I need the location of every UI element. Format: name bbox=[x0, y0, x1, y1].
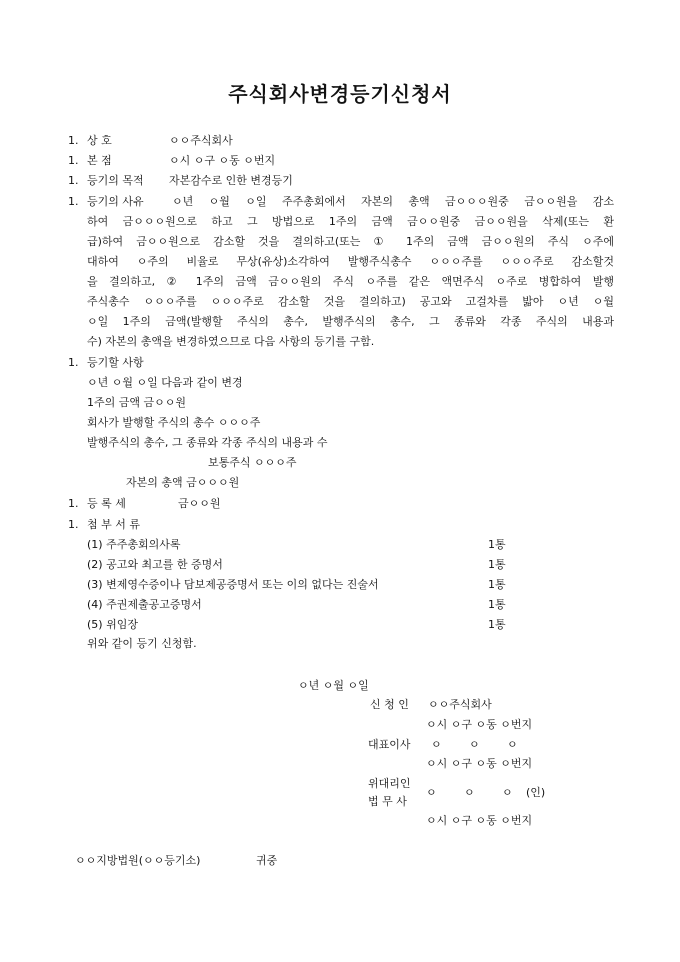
cause-line: ㅇ년 ㅇ월 ㅇ일 주주총회에서 자본의 총액 금ㅇㅇㅇ원중 금ㅇㅇ원을 감소 bbox=[172, 195, 614, 208]
cause-line: 수) 자본의 총액을 변경하였으므로 다음 사항의 등기를 구함. bbox=[87, 335, 375, 348]
honorific: 귀중 bbox=[256, 854, 278, 867]
item-bullet: 1. bbox=[68, 356, 79, 369]
attachment-count: 1통 bbox=[488, 578, 506, 591]
purpose-label: 등기의 목적 bbox=[87, 174, 144, 187]
representative-mark: ㅇ bbox=[431, 738, 442, 751]
representative-mark: ㅇ bbox=[507, 738, 518, 751]
attachment-count: 1통 bbox=[488, 538, 506, 551]
head-office-label: 본 점 bbox=[87, 154, 112, 167]
attachments-label: 첨 부 서 류 bbox=[87, 518, 140, 531]
item-head-office bbox=[68, 154, 276, 168]
company-name-value: ㅇㅇ주식회사 bbox=[169, 134, 233, 147]
item-attachments bbox=[68, 518, 140, 532]
applicant-address: ㅇ시 ㅇ구 ㅇ동 ㅇ번지 bbox=[426, 718, 533, 731]
closing-statement: 위와 같이 등기 신청함. bbox=[87, 637, 197, 650]
register-line: ㅇ년 ㅇ월 ㅇ일 다음과 같이 변경 bbox=[87, 376, 243, 389]
applicant-value: ㅇㅇ주식회사 bbox=[428, 698, 492, 711]
item-bullet: 1. bbox=[68, 518, 79, 531]
attachment-item: (2) 공고와 최고를 한 증명서 bbox=[87, 558, 223, 571]
agent-address: ㅇ시 ㅇ구 ㅇ동 ㅇ번지 bbox=[426, 814, 533, 827]
document-title: 주식회사변경등기신청서 bbox=[228, 82, 452, 106]
representative-label: 대표이사 bbox=[368, 738, 411, 751]
cause-label: 등기의 사유 bbox=[87, 195, 144, 208]
item-register-matters bbox=[68, 356, 144, 370]
cause-line: 급)하여 금ㅇㅇ원으로 감소할 것을 결의하고(또는 ① 1주의 금액 금ㅇㅇ원의 주식 ㅇ주에 bbox=[87, 235, 614, 248]
item-bullet: 1. bbox=[68, 195, 79, 208]
court-name: ㅇㅇ지방법원(ㅇㅇ등기소) bbox=[75, 854, 201, 867]
agent-label: 위대리인 bbox=[368, 777, 411, 790]
attachment-item: (1) 주주총회의사록 bbox=[87, 538, 181, 551]
register-line: 1주의 금액 금ㅇㅇ원 bbox=[87, 396, 186, 409]
purpose-value: 자본감수로 인한 변경등기 bbox=[169, 174, 293, 187]
applicant-label: 신 청 인 bbox=[370, 698, 409, 711]
attachment-count: 1통 bbox=[488, 618, 506, 631]
attachment-count: 1통 bbox=[488, 598, 506, 611]
cause-line: 주식총수 ㅇㅇㅇ주를 ㅇㅇㅇ주로 감소할 것을 결의하고) 공고와 고걸차를 밟아 ㅇ년 ㅇ월 bbox=[87, 295, 614, 308]
representative-mark: ㅇ bbox=[469, 738, 480, 751]
lawyer-label: 법 무 사 bbox=[368, 795, 407, 808]
common-stock-line: 보통주식 ㅇㅇㅇ주 bbox=[208, 456, 297, 469]
agent-mark: ㅇ bbox=[426, 786, 437, 799]
item-bullet: 1. bbox=[68, 134, 79, 147]
head-office-value: ㅇ시 ㅇ구 ㅇ동 ㅇ번지 bbox=[169, 154, 276, 167]
item-company-name bbox=[68, 134, 233, 148]
item-cause bbox=[68, 195, 144, 209]
item-bullet: 1. bbox=[68, 497, 79, 510]
capital-total-line: 자본의 총액 금ㅇㅇㅇ원 bbox=[126, 476, 240, 489]
company-name-label: 상 호 bbox=[87, 134, 112, 147]
item-registration-tax bbox=[68, 497, 221, 511]
cause-line: 대하여 ㅇ주의 비율로 무상(유상)소각하여 발행주식총수 ㅇㅇㅇ주를 ㅇㅇㅇ주로 감소할것 bbox=[87, 255, 614, 268]
attachment-item: (5) 위임장 bbox=[87, 618, 138, 631]
representative-address: ㅇ시 ㅇ구 ㅇ동 ㅇ번지 bbox=[426, 757, 533, 770]
attachment-count: 1통 bbox=[488, 558, 506, 571]
seal-mark: (인) bbox=[526, 786, 546, 799]
item-purpose bbox=[68, 174, 293, 188]
tax-value: 금ㅇㅇ원 bbox=[178, 497, 221, 510]
agent-mark: ㅇ bbox=[464, 786, 475, 799]
cause-line: ㅇ일 1주의 금액(발행할 주식의 총수, 발행주식의 총수, 그 종류와 각종 주식의 내용과 bbox=[87, 315, 614, 328]
item-bullet: 1. bbox=[68, 174, 79, 187]
item-bullet: 1. bbox=[68, 154, 79, 167]
agent-mark: ㅇ bbox=[502, 786, 513, 799]
cause-line: 을 결의하고, ② 1주의 금액 금ㅇㅇ원의 주식 ㅇ주를 같은 액면주식 ㅇ주로 병합하여 발행 bbox=[87, 275, 614, 288]
tax-label: 등 록 세 bbox=[87, 497, 126, 510]
register-line: 발행주식의 총수, 그 종류와 각종 주식의 내용과 수 bbox=[87, 436, 328, 449]
register-label: 등기할 사항 bbox=[87, 356, 144, 369]
application-date: ㅇ년 ㅇ월 ㅇ일 bbox=[298, 679, 369, 692]
attachment-item: (4) 주권제출공고증명서 bbox=[87, 598, 202, 611]
cause-line: 하여 금ㅇㅇㅇ원으로 하고 그 방법으로 1주의 금액 금ㅇㅇ원중 금ㅇㅇ원을 삭제(또는 환 bbox=[87, 215, 614, 228]
register-line: 회사가 발행할 주식의 총수 ㅇㅇㅇ주 bbox=[87, 416, 261, 429]
attachment-item: (3) 변제영수증이나 담보제공증명서 또는 이의 없다는 진술서 bbox=[87, 578, 379, 591]
